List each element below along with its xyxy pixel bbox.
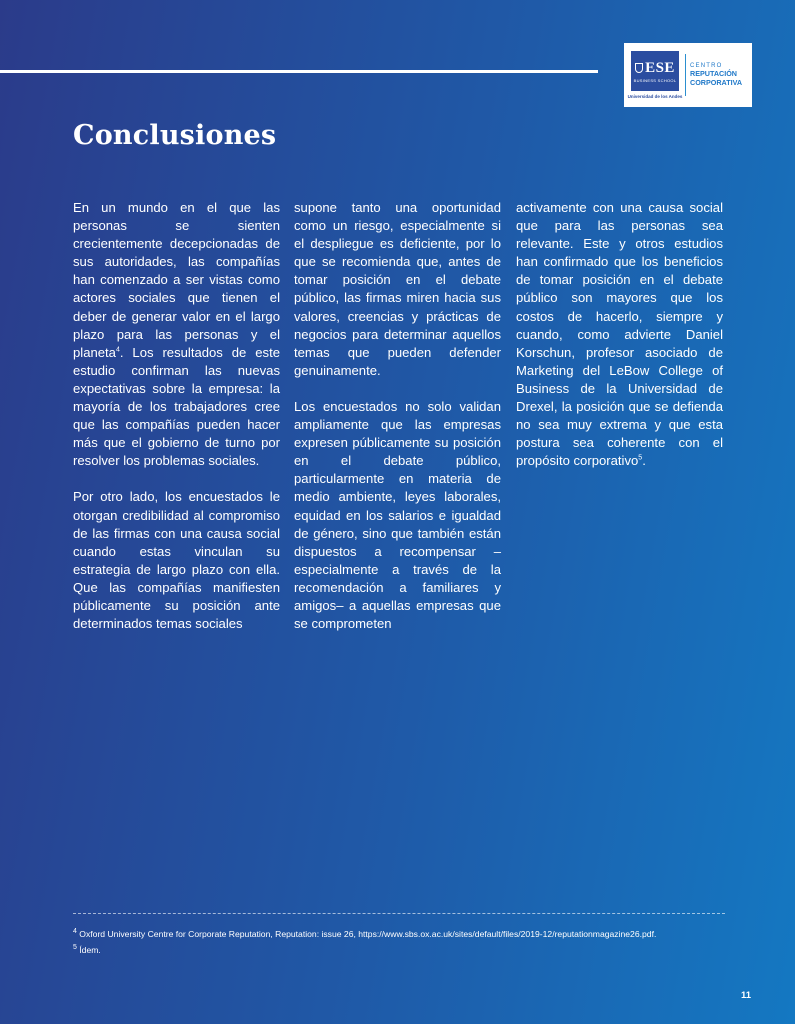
footnote-4 xyxy=(73,929,656,939)
footnote-number: 4 xyxy=(73,928,77,936)
footnote-divider xyxy=(73,913,725,914)
page-title: Conclusiones xyxy=(73,120,277,151)
paragraph xyxy=(73,199,280,470)
logo-divider xyxy=(685,54,686,96)
text-column-3 xyxy=(516,199,723,488)
footnote-text: Ídem. xyxy=(79,945,101,955)
paragraph-text: activamente con una causa social que para las personas sea relevante. Este y otros estudios han confirmado que los beneficios de tomar posición en el debate público son mayores que los costos de hacerlo, siempre y cuando, como advierte Daniel Korschun, profesor asociado de Marketing del LeBow College of Business de la Universidad de Drexel, la posición que se defienda no sea muy extrema y que esta postura sea coherente con el propósito corporativo xyxy=(516,200,723,469)
logo-business-school: BUSINESS SCHOOL xyxy=(633,77,677,83)
text-column-1 xyxy=(73,199,280,651)
logo-ese-text: ESE xyxy=(645,59,675,76)
footnote-number: 5 xyxy=(73,944,77,952)
logo-university: Universidad de los Andes xyxy=(627,94,683,99)
logo-centro: CENTRO xyxy=(690,63,723,69)
paragraph xyxy=(516,199,723,470)
ese-badge xyxy=(631,51,679,91)
ese-logo-mark xyxy=(629,51,681,99)
paragraph: Los encuestados no solo validan ampliamente que las empresas expresen públicamente su posición en el debate público, particularmente en materia de medio ambiente, leyes laborales, equidad en los salarios e igualdad de género, sino que también están dispuestos a recompensar –especialmente a través de la recomendación a familiares y amigos– a aquellas empresas que se comprometen xyxy=(294,398,501,632)
paragraph: Por otro lado, los encuestados le otorgan credibilidad al compromiso de las firmas con una causa social cuando estas vinculan su estrategia de largo plazo con ella. Que las compañías manifiesten públicamente su posición ante determinados temas sociales xyxy=(73,489,280,632)
footnote-5 xyxy=(73,945,101,955)
footnote-ref: 4 xyxy=(115,346,120,354)
page-number: 11 xyxy=(741,990,752,1001)
paragraph: supone tanto una oportunidad como un riesgo, especialmente si el despliegue es deficiente, por lo que se recomienda que, antes de tomar posición en el debate público, las firmas miren hacia sus valores, creencias y prácticas de negocios para determinar aquellos temas que pueden defender genuinamente. xyxy=(294,200,501,378)
paragraph-text: . Los resultados de este estudio confirman las nuevas expectativas sobre la empresa: la mayoría de los trabajadores cree que las compañías pueden hacer más que el gobierno de turno por resolver los problemas sociales. xyxy=(73,344,280,469)
logo-reputacion: REPUTACIÓN xyxy=(690,69,737,78)
paragraph-text: En un mundo en el que las personas se sienten crecientemente decepcionadas de sus autoridades, las compañías han comenzado a ser vistas como actores sociales que tienen el deber de generar valor en el largo plazo para las personas y el planeta xyxy=(73,200,280,360)
footnote-ref: 5 xyxy=(638,454,643,462)
logo-corporativa: CORPORATIVA xyxy=(690,78,743,87)
paragraph-text: . xyxy=(642,453,646,469)
shield-icon xyxy=(635,63,643,73)
logo-centro-block xyxy=(690,63,742,87)
header-rule xyxy=(0,70,598,73)
footnote-text: Oxford University Centre for Corporate Reputation, Reputation: issue 26, https://www.sbs.ox.ac.uk/sites/default/files/2019-12/reputationmagazine26.pdf. xyxy=(79,929,657,939)
ese-centro-reputacion-logo xyxy=(624,43,752,107)
text-column-2 xyxy=(294,199,501,651)
